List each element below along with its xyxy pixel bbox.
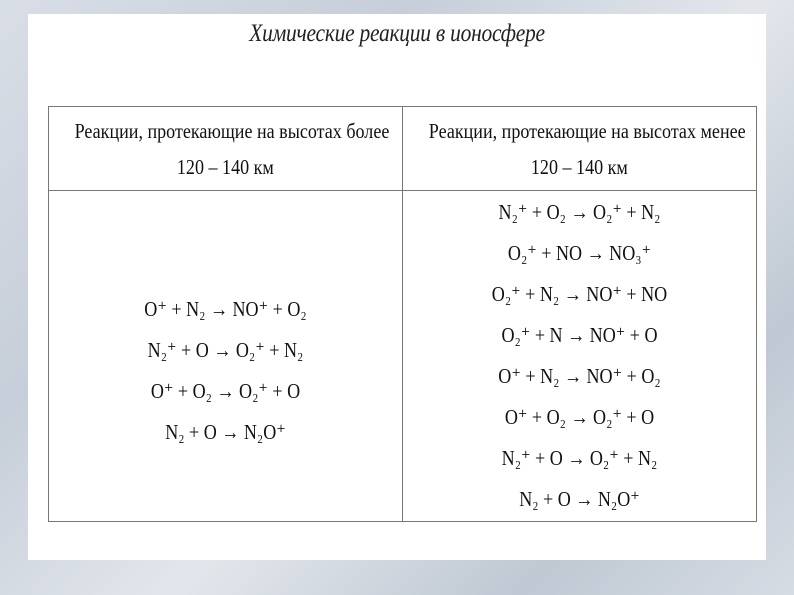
header-low-line1: Реакции, протекающие на высотах менее <box>428 118 746 143</box>
header-high-line1: Реакции, протекающие на высотах более <box>74 118 390 143</box>
reaction-equation: N₂⁺ + O → O₂⁺ + N₂ <box>147 338 304 362</box>
low-altitude-reaction-list <box>403 192 756 520</box>
header-low-line2: 120 – 140 км <box>531 154 628 179</box>
header-high-line2: 120 – 140 км <box>177 154 274 179</box>
reaction-equation: N₂⁺ + O → O₂⁺ + N₂ <box>501 446 658 470</box>
reaction-equation: N₂ + O → N₂O⁺ <box>519 487 640 511</box>
reaction-equation: N₂ + O → N₂O⁺ <box>165 420 286 444</box>
header-high-altitude <box>49 107 403 191</box>
reaction-equation: O⁺ + O₂ → O₂⁺ + O <box>504 405 655 429</box>
reaction-equation: O₂⁺ + N₂ → NO⁺ + NO <box>491 282 668 306</box>
slide <box>28 14 766 560</box>
reaction-equation: O⁺ + N₂ → NO⁺ + O₂ <box>144 297 307 321</box>
reaction-equation: O⁺ + O₂ → O₂⁺ + O <box>150 379 301 403</box>
page-title: Химические реакции в ионосфере <box>249 20 545 47</box>
header-low-altitude <box>403 107 757 191</box>
high-altitude-reaction-list <box>49 259 402 453</box>
table-body-row <box>49 191 757 522</box>
reaction-equation: O₂⁺ + NO → NO₃⁺ <box>507 241 652 265</box>
table-header-row <box>49 107 757 191</box>
reaction-equation: N₂⁺ + O₂ → O₂⁺ + N₂ <box>498 200 661 224</box>
low-altitude-reactions-cell <box>403 191 757 522</box>
reaction-equation: O⁺ + N₂ → NO⁺ + O₂ <box>498 364 661 388</box>
reaction-equation: O₂⁺ + N → NO⁺ + O <box>501 323 658 347</box>
reactions-table <box>48 106 757 522</box>
high-altitude-reactions-cell <box>49 191 403 522</box>
